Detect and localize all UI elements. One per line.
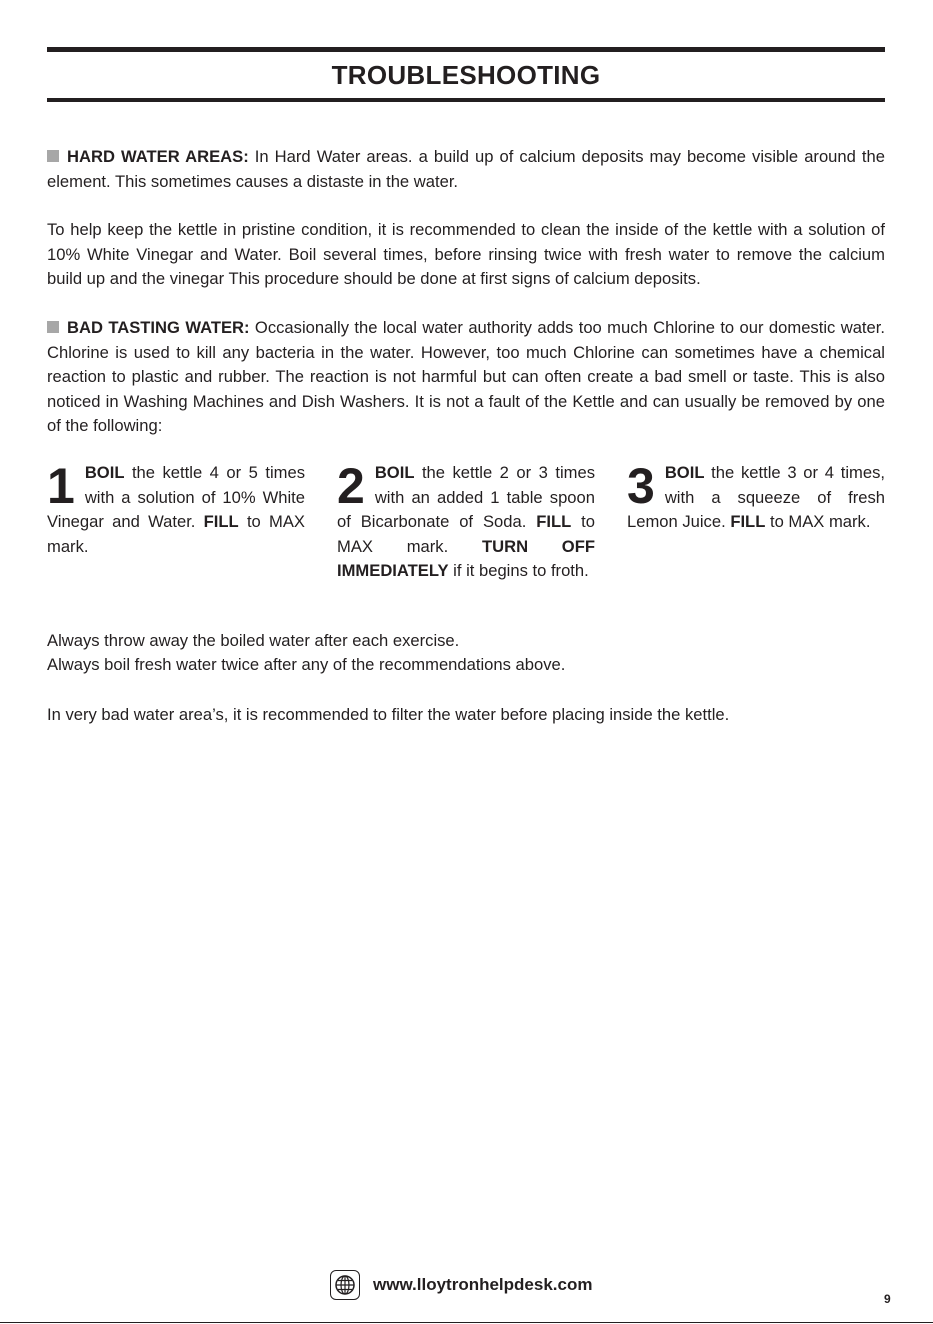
bullet-square-icon	[47, 321, 59, 333]
footer-website	[330, 1268, 592, 1302]
step-number: 2	[337, 458, 365, 514]
website-url[interactable]: www.lloytronhelpdesk.com	[373, 1275, 593, 1294]
step-turn-off-label: TURN OFF IMMEDIATELY	[337, 536, 595, 580]
step-text: to MAX mark.	[47, 512, 305, 556]
bad-taste-text: Occasionally the local water authority adds too much Chlorine to our domestic water. Chlorine is used to kill any bacteria in the water. However, too much Chlorine can sometimes have a chemical reaction to plastic and rubber. The reaction is not harmful but can often create a bad smell or taste. This is also noticed in Washing Machines and Dish Washers. It is not a fault of the Kettle and can usually be removed by one of the following:	[47, 318, 885, 435]
bullet-square-icon	[47, 150, 59, 162]
step-text: the kettle 4 or 5 times with a solution of 10% White Vinegar and Water.	[47, 463, 305, 531]
step-text: the kettle 3 or 4 times, with a squeeze of fresh Lemon Juice.	[627, 463, 885, 531]
step-number: 1	[47, 458, 75, 514]
page-bottom-border	[0, 1322, 933, 1323]
hard-water-paragraph	[47, 145, 885, 194]
step-number: 3	[627, 458, 655, 514]
step-1	[47, 458, 305, 559]
step-text: the kettle 2 or 3 times with an added 1 table spoon of Bicarbonate of Soda.	[337, 463, 595, 531]
note-boil-twice: Always boil fresh water twice after any of the recommendations above.	[47, 655, 566, 674]
step-fill-label: FILL	[203, 512, 239, 531]
page-title: TROUBLESHOOTING	[331, 60, 601, 90]
page-number: 9	[884, 1292, 891, 1306]
step-text: to MAX mark.	[765, 512, 871, 531]
note-filter: In very bad water area’s, it is recommended to filter the water before placing inside the kettle.	[47, 705, 730, 724]
globe-icon	[330, 1270, 360, 1300]
title-underline	[47, 98, 885, 102]
hard-water-heading: HARD WATER AREAS:	[67, 147, 249, 166]
pristine-paragraph: To help keep the kettle in pristine condition, it is recommended to clean the inside of the kettle with a solution of 10% White Vinegar and Water. Boil several times, before rinsing twice with fresh water to remove the calcium build up and the vinegar This procedure should be done at first signs of calcium deposits.	[47, 220, 885, 288]
bad-taste-paragraph	[47, 316, 885, 439]
step-text: if it begins to froth.	[448, 561, 589, 580]
step-fill-label: FILL	[536, 512, 572, 531]
step-boil-label: BOIL	[84, 463, 125, 482]
top-rule	[47, 47, 885, 52]
step-3	[627, 458, 885, 535]
step-2	[337, 458, 595, 584]
step-fill-label: FILL	[730, 512, 766, 531]
hard-water-text: In Hard Water areas. a build up of calcium deposits may become visible around the element. This sometimes causes a distaste in the water.	[47, 147, 885, 191]
step-text: to MAX mark.	[337, 512, 595, 556]
step-boil-label: BOIL	[664, 463, 705, 482]
bad-taste-heading: BAD TASTING WATER:	[67, 318, 250, 337]
step-boil-label: BOIL	[374, 463, 415, 482]
note-throw-away: Always throw away the boiled water after each exercise.	[47, 631, 460, 650]
